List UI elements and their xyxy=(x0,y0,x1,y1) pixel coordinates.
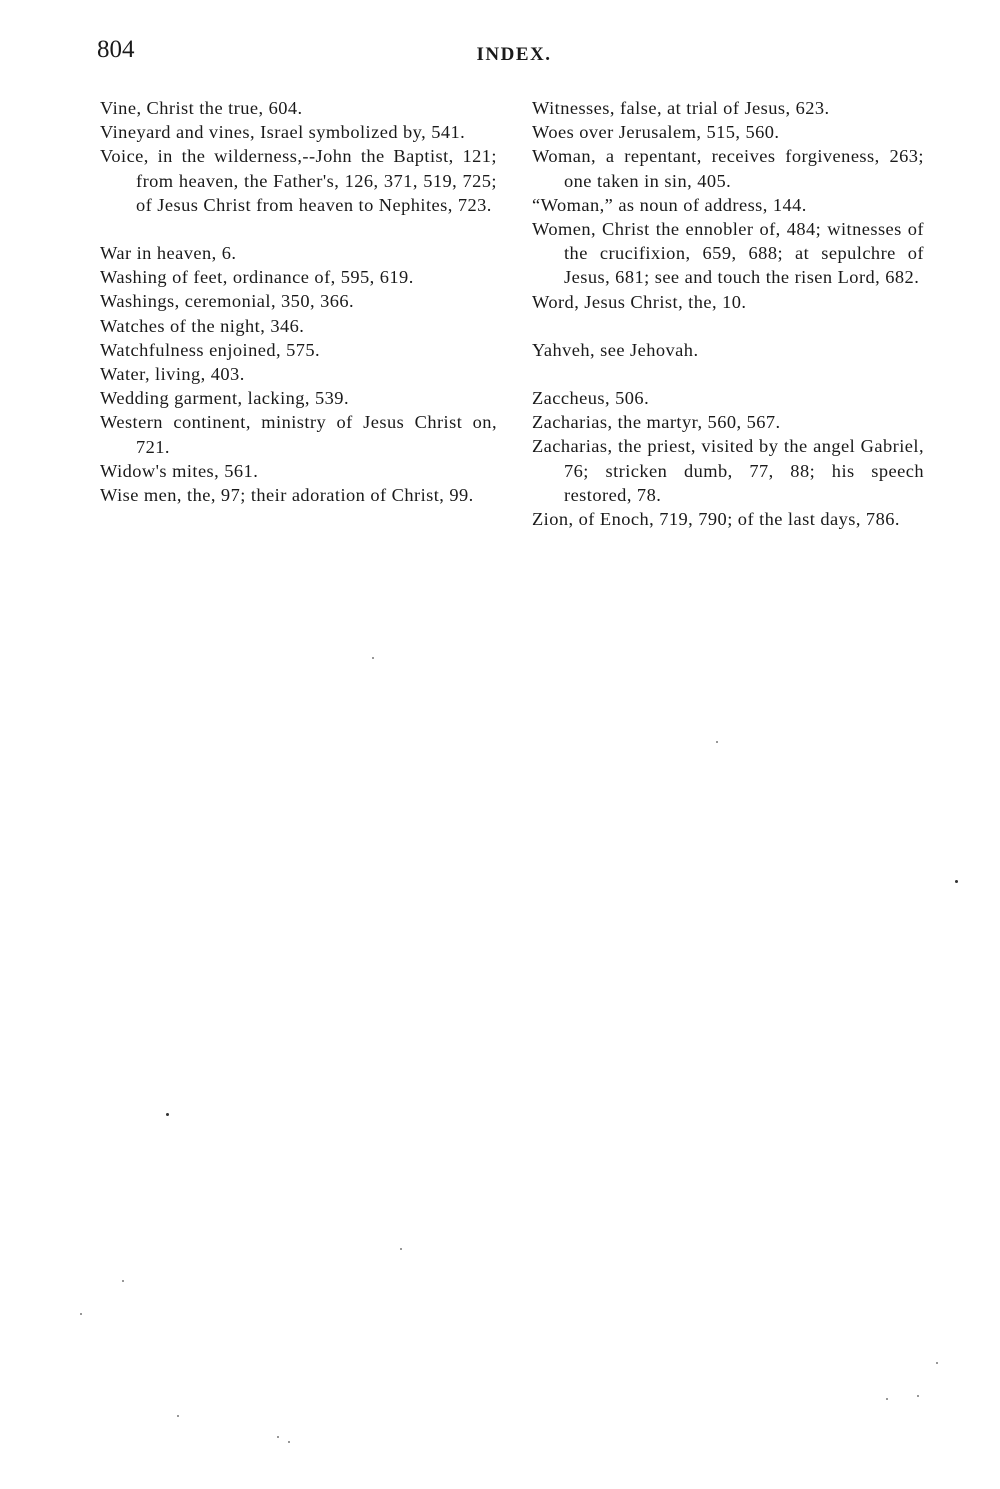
index-entry: Washing of feet, ordinance of, 595, 619. xyxy=(100,267,414,288)
index-entry: Vine, Christ the true, 604. xyxy=(100,98,303,118)
running-title: INDEX. xyxy=(476,44,552,65)
index-entry: Yahveh, see Jehovah. xyxy=(532,339,699,360)
index-entry: Western continent, ministry of Jesus Christ on, 721. xyxy=(100,412,497,457)
index-entry: Vineyard and vines, Israel symbolized by, 541. xyxy=(100,122,466,143)
index-entry: Widow's mites, 561. xyxy=(100,460,259,481)
index-entry: Zaccheus, 506. xyxy=(532,388,650,409)
section-gap xyxy=(100,217,497,241)
page-number: 804 xyxy=(97,36,135,63)
scan-speck xyxy=(80,1313,82,1315)
scan-speck xyxy=(288,1441,290,1443)
scan-speck xyxy=(955,880,958,883)
scan-speck xyxy=(936,1362,938,1364)
index-column-right xyxy=(532,96,924,531)
index-entry: Zion, of Enoch, 719, 790; of the last days, 786. xyxy=(532,509,900,530)
index-entry: Voice, in the wilderness,--John the Baptist, 121; from heaven, the Father's, 126, 371, 519, 725; of Jesus Christ from heaven to Nephites, 723. xyxy=(100,146,497,215)
scan-speck xyxy=(400,1248,402,1250)
index-entry: Zacharias, the priest, visited by the angel Gabriel, 76; stricken dumb, 77, 88; his speech restored, 78. xyxy=(532,436,924,505)
index-column-left xyxy=(100,96,497,507)
index-entry: Zacharias, the martyr, 560, 567. xyxy=(532,412,781,433)
scan-speck xyxy=(177,1415,179,1417)
scan-speck xyxy=(122,1280,124,1282)
section-gap xyxy=(532,314,924,338)
scan-speck xyxy=(372,657,374,659)
index-entry: Wise men, the, 97; their adoration of Christ, 99. xyxy=(100,485,474,506)
scan-speck xyxy=(917,1395,919,1397)
scan-speck xyxy=(166,1113,169,1116)
index-entry: Witnesses, false, at trial of Jesus, 623. xyxy=(532,98,830,118)
index-entry: Word, Jesus Christ, the, 10. xyxy=(532,291,747,312)
index-entry: Women, Christ the ennobler of, 484; witnesses of the crucifixion, 659, 688; at sepulchre of Jesus, 681; see and touch the risen Lord, 682. xyxy=(532,219,924,288)
index-entry: Woman, a repentant, receives forgiveness, 263; one taken in sin, 405. xyxy=(532,146,924,191)
index-entry: Water, living, 403. xyxy=(100,364,245,385)
index-entry: Washings, ceremonial, 350, 366. xyxy=(100,291,355,312)
index-entry: Watchfulness enjoined, 575. xyxy=(100,339,321,360)
scan-speck xyxy=(277,1436,279,1438)
index-entry: “Woman,” as noun of address, 144. xyxy=(532,194,807,215)
index-entry: Woes over Jerusalem, 515, 560. xyxy=(532,122,780,143)
section-gap xyxy=(532,362,924,386)
scan-speck xyxy=(886,1398,888,1400)
scan-speck xyxy=(716,741,718,743)
index-entry: Wedding garment, lacking, 539. xyxy=(100,388,349,409)
index-entry: Watches of the night, 346. xyxy=(100,315,305,336)
index-entry: War in heaven, 6. xyxy=(100,243,237,264)
